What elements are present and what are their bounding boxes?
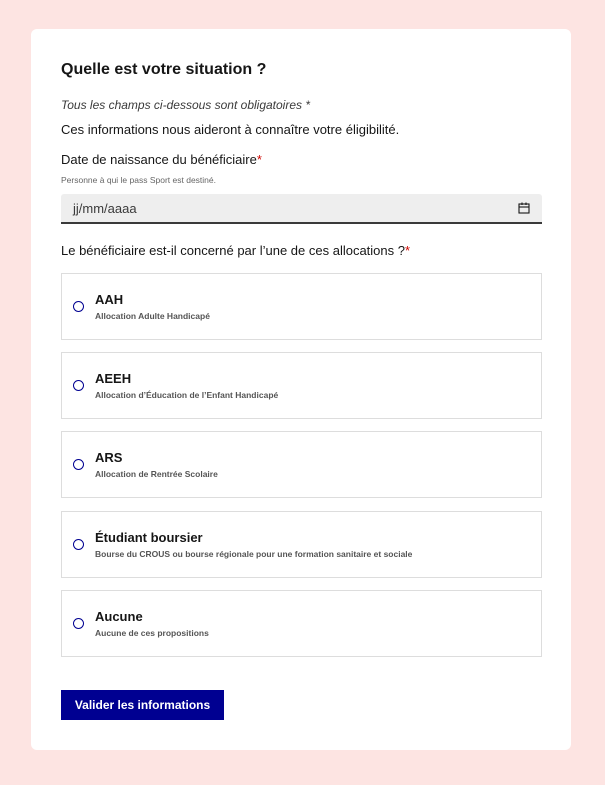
required-asterisk: *	[404, 243, 411, 258]
radio-button[interactable]	[73, 539, 84, 550]
required-asterisk: *	[256, 152, 262, 167]
option-title: Étudiant boursier	[95, 530, 203, 545]
birthdate-hint: Personne à qui le pass Sport est destiné.	[61, 175, 216, 185]
option-description: Allocation Adulte Handicapé	[95, 311, 210, 321]
option-ars[interactable]	[61, 431, 542, 498]
birthdate-input[interactable]	[61, 194, 542, 224]
allocation-question	[61, 243, 410, 258]
option-description: Allocation de Rentrée Scolaire	[95, 469, 218, 479]
submit-button[interactable]: Valider les informations	[61, 690, 224, 720]
calendar-icon[interactable]	[518, 202, 530, 214]
birthdate-label	[61, 152, 262, 167]
radio-button[interactable]	[73, 459, 84, 470]
birthdate-placeholder: jj/mm/aaaa	[73, 201, 137, 216]
birthdate-label-text: Date de naissance du bénéficiaire	[61, 152, 257, 167]
option-title: AAH	[95, 292, 124, 307]
page-title: Quelle est votre situation ?	[61, 61, 267, 78]
option-etudiant-boursier[interactable]	[61, 511, 542, 578]
form-card	[31, 29, 571, 750]
radio-button[interactable]	[73, 380, 84, 391]
eligibility-info-text: Ces informations nous aideront à connaître votre éligibilité.	[61, 122, 400, 137]
option-aucune[interactable]	[61, 590, 542, 657]
allocation-question-text: Le bénéficiaire est-il concerné par l’une de ces allocations ?	[61, 243, 405, 258]
option-aeeh[interactable]	[61, 352, 542, 419]
radio-button[interactable]	[73, 301, 84, 312]
option-title: ARS	[95, 450, 123, 465]
option-aah[interactable]	[61, 273, 542, 340]
radio-button[interactable]	[73, 618, 84, 629]
option-description: Bourse du CROUS ou bourse régionale pour une formation sanitaire et sociale	[95, 549, 413, 559]
option-title: Aucune	[95, 609, 143, 624]
option-title: AEEH	[95, 371, 132, 386]
option-description: Aucune de ces propositions	[95, 628, 209, 638]
required-fields-note: Tous les champs ci-dessous sont obligatoires *	[61, 98, 311, 112]
option-description: Allocation d’Éducation de l’Enfant Handicapé	[95, 390, 279, 400]
